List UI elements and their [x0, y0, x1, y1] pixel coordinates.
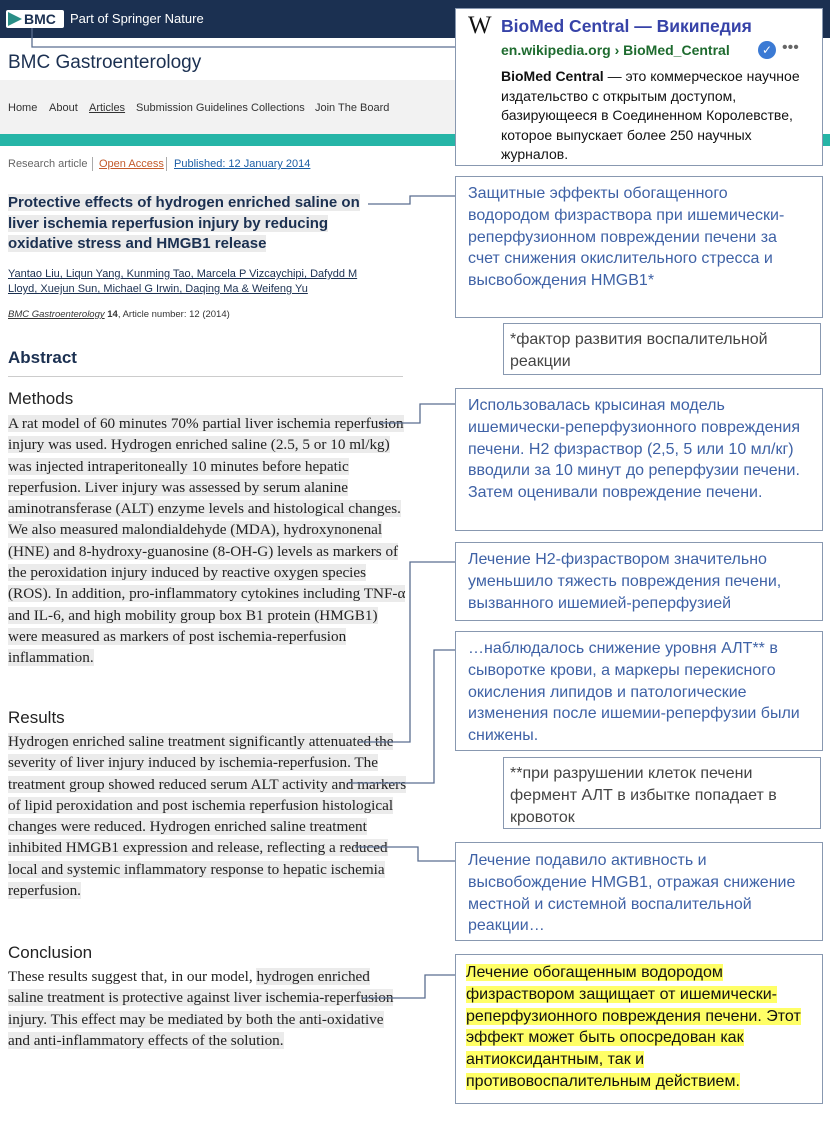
nav-join-the-board[interactable]: Join The Board	[315, 102, 390, 114]
connector-title	[368, 196, 455, 204]
connector-logo-to-wiki	[32, 28, 455, 47]
wikipedia-url[interactable]: en.wikipedia.org › BioMed_Central	[501, 42, 730, 58]
springer-nature-label: Part of Springer Nature	[70, 11, 204, 26]
nav-submission-guidelines[interactable]: Submission Guidelines	[136, 102, 248, 114]
connector-results-3	[355, 847, 455, 861]
connector-conclusion	[362, 975, 455, 998]
note-results-1-translation: Лечение H2-физраствором значительно уменьшило тяжесть повреждения печени, вызванного ишемией-реперфузией	[455, 542, 823, 621]
nav-collections[interactable]: Collections	[251, 102, 305, 114]
connector-results-1	[358, 562, 455, 742]
open-access-link[interactable]: Open Access	[99, 158, 164, 170]
nav-home[interactable]: Home	[8, 102, 38, 114]
wikipedia-w-icon: W	[468, 12, 492, 39]
note-alt-footnote: **при разрушении клеток печени фермент АЛТ в избытке попадает в кровоток	[503, 757, 821, 829]
note-title-translation: Защитные эффекты обогащенного водородом физраствора при ишемически-реперфузионном повреждении печени за счет снижения окислительного стресса и высвобождения HMGB1*	[455, 176, 823, 318]
methods-text-highlight: A rat model of 60 minutes 70% partial liver ischemia reperfusion injury was used. Hydrogen enriched saline (2.5, 5 or 10 ml/kg) was injected intraperitoneally 10 minutes before hepatic reperfusion. Liver injury was assessed by serum alanine aminotransferase (ALT) enzyme levels and histological changes. We also measured malondialdehyde (MDA), hydroxynonenal (HNE) and 8-hydroxy-guanosine (8-OH-G) levels as markers of the peroxidation injury induced by reactive oxygen species (ROS). In addition, pro-inflammatory cytokines including TNF-α and IL-6, and high mobility group box B1 protein (HMGB1) were measured as markers of post ischemia-reperfusion inflammation.	[8, 415, 406, 667]
citation-article-number: , Article number: 12 (2014)	[117, 309, 230, 320]
wikipedia-description-text: — это коммерческое научное издательство с открытым доступом, базирующееся в Соединенном Королевстве, которое выпускает более 250 научных журналов.	[501, 68, 800, 162]
conclusion-heading: Conclusion	[8, 943, 93, 962]
nav-articles[interactable]: Articles	[89, 102, 126, 114]
nav-about[interactable]: About	[49, 102, 78, 114]
journal-title[interactable]: BMC Gastroenterology	[8, 52, 202, 73]
wikipedia-description-bold: BioMed Central	[501, 68, 604, 84]
note-methods-translation: Использовалась крысиная модель ишемически-реперфузионного повреждения печени. H2 физраствор (2,5, 5 или 10 мл/кг) вводили за 10 минут до реперфузии печени. Затем оценивали повреждение печени.	[455, 388, 823, 531]
abstract-heading: Abstract	[8, 348, 77, 367]
author-list[interactable]: Yantao Liu, Liqun Yang, Kunming Tao, Marcela P Vizcaychipi, Dafydd M Lloyd, Xuejun Sun, Michael G Irwin, Daqing Ma & Weifeng Yu	[8, 268, 358, 295]
results-heading: Results	[8, 708, 65, 727]
citation-journal[interactable]: BMC Gastroenterology	[8, 309, 105, 320]
article-title-text: Protective effects of hydrogen enriched saline on liver ischemia reperfusion injury by reducing oxidative stress and HMGB1 release	[8, 194, 360, 252]
conclusion-text-lead: These results suggest that, in our model,	[8, 968, 257, 985]
article-type: Research article	[8, 158, 88, 170]
note-results-2-translation: …наблюдалось снижение уровня АЛТ** в сыворотке крови, а маркеры перекисного окисления липидов и патологические изменения после ишемии-реперфузии были снижены.	[455, 631, 823, 751]
published-date[interactable]: Published: 12 January 2014	[174, 158, 311, 170]
conclusion-text-highlight: hydrogen enriched saline treatment is protective against liver ischemia-reperfusion injury. This effect may be mediated by both the anti-oxidative and anti-inflammatory effects of the solution.	[8, 968, 394, 1049]
methods-heading: Methods	[8, 389, 74, 408]
connector-results-2	[348, 650, 455, 783]
connector-methods	[380, 404, 455, 423]
more-options-icon[interactable]: •••	[782, 39, 799, 56]
wikipedia-title[interactable]: BioMed Central — Википедия	[501, 16, 752, 36]
note-results-3-translation: Лечение подавило активность и высвобождение HMGB1, отражая снижение местной и системной воспалительной реакции…	[455, 842, 823, 941]
verified-check-icon: ✓	[758, 41, 776, 59]
bmc-logo-text: BMC	[24, 11, 56, 27]
results-text-highlight: Hydrogen enriched saline treatment significantly attenuated the severity of liver injury induced by ischemia-reperfusion. The treatment group showed reduced serum ALT activity and markers of lipid peroxidation and post ischemia reperfusion histological changes were reduced. Hydrogen enriched saline treatment inhibited HMGB1 expression and release, reflecting a reduced local and systemic inflammatory response to hepatic ischemia reperfusion.	[8, 733, 407, 900]
citation-volume: 14	[107, 309, 118, 320]
note-hmgb1-footnote: *фактор развития воспалительной реакции	[503, 323, 821, 375]
note-conclusion-text: Лечение обогащенным водородом физраствором защищает от ишемически-реперфузионного повреждения печени. Этот эффект может быть опосредован как антиоксидантным, так и противовоспалительным действием.	[466, 964, 801, 1090]
